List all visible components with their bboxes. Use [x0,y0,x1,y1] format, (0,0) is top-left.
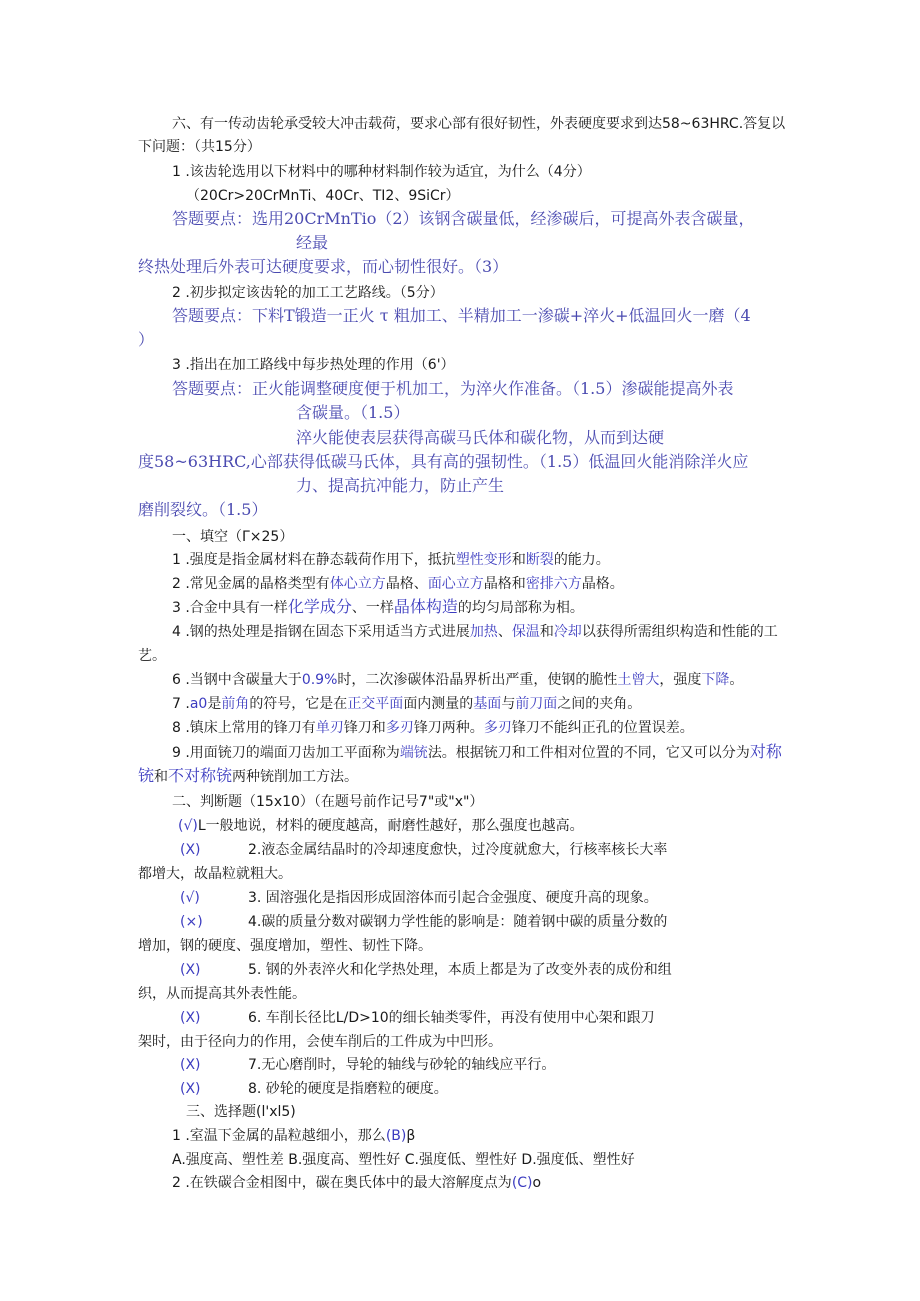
judge-text-2: 2.液态金属结晶时的冷却速度愈快，过冷度就愈大，行核率核长大率 [248,842,668,858]
judge-text-8: 8. 砂轮的硬度是指磨粒的硬度。 [248,1081,448,1097]
q6-sub3-answer-line6: 磨削裂纹。（1.5） [138,500,268,519]
q6-sub3-answer-line3: 淬火能使表层获得高碳马氏体和碳化物，从而到达硬 [296,428,665,447]
judge-mark-3: (√) [180,890,200,906]
q6-sub1-answer-line2: 经最 [296,233,329,252]
fill-q4-answer2: 保温 [511,624,540,640]
fill-q2-answer2: 面心立方 [427,576,484,592]
q6-sub1-question: 1 .该齿轮选用以下材料中的哪种材料制作较为适宜，为什么（4分） [172,164,591,180]
fill-q1-answer2: 断裂 [525,552,554,568]
judge-text-6-line2: 架时，由于径向力的作用，会使车削后的工件成为中凹形。 [138,1034,502,1050]
judge-text-4-line2: 增加，钢的硬度、强度增加，塑性、韧性下降。 [138,938,432,954]
q6-sub3-answer-line4: 度58~63HRC,心部获得低碳马氏体，具有高的强韧性。（1.5）低温回火能消除洋火应 [138,452,749,471]
fill-q9-answer1: 端铳 [399,745,428,761]
fill-q7: 7 .a0是前角的符号，它是在正交平面面内测量的基面与前刀面之间的夹角。 [172,696,642,712]
fill-q4: 4 .钢的热处理是指钢在固态下采用适当方式进展加热、保温和冷却以获得所需组织构造和性能的工 [172,624,778,640]
judge-mark-1: (√) [178,818,198,834]
fill-q4-line2: 艺。 [138,648,166,664]
fill-q9-answer2-cont: 铳 [138,766,155,785]
fill-section-title: 一、填空（Γ×25） [172,529,294,545]
judge-section-title: 二、判断题（15x10）（在题号前作记号7"或"x"） [172,794,484,810]
judge-mark-2: (X) [180,842,201,858]
q6-sub1-options: （20Cr>20CrMnTi、40Cr、TI2、9SiCr） [186,188,460,204]
q6-sub3-answer-line5: 力、提高抗冲能力，防止产生 [296,476,505,495]
q6-sub2-answer-line1: 答题要点：下料T锻造一正火 τ 粗加工、半精加工一渗碳+淬火+低温回火一磨（4 [172,306,751,325]
q6-title-line1: 六、有一传动齿轮承受较大冲击载荷，要求心部有很好韧性，外表硬度要求到达58~63HRC.答复以 [172,116,786,132]
choice-q1-answer: (B) [385,1128,407,1144]
q6-sub2-question: 2 .初步拟定该齿轮的加工工艺路线。（5分） [172,285,444,301]
fill-q6-answer3: 下降 [701,672,730,688]
judge-text-5: 5. 钢的外表淬火和化学热处理，本质上都是为了改变外表的成份和组 [248,962,672,978]
fill-q9-answer3: 不对称铳 [168,766,233,785]
q6-sub1-answer-line3: 终热处理后外表可达硬度要求，而心韧性很好。（3） [138,257,509,276]
fill-q8-answer2: 多刃 [385,720,414,736]
fill-q7-symbol: a0 [189,696,208,712]
fill-q3: 3 .合金中具有一样化学成分、一样晶体构造的均匀局部称为相。 [172,597,584,616]
fill-q7-answer1: 前角 [221,696,250,712]
fill-q4-answer1: 加热 [469,624,498,640]
fill-q6-answer2: 土曾大 [617,672,660,688]
judge-mark-4: (×) [180,914,203,930]
q6-title-line2: 下问题：（共15分） [138,139,261,155]
judge-row-1: (√)L一般地说，材料的硬度越高，耐磨性越好，那么强度也越高。 [178,818,584,834]
fill-q7-answer3: 基面 [473,696,502,712]
fill-q2-answer3: 密排六方 [525,576,582,592]
fill-q3-answer1: 化学成分 [287,597,352,616]
judge-text-2-line2: 都增大，故晶粒就粗大。 [138,866,292,882]
choice-section-title: 三、选择题(l'xl5) [186,1104,296,1120]
fill-q1-answer1: 塑性变形 [455,552,512,568]
judge-mark-5: (X) [180,962,201,978]
judge-mark-6: (X) [180,1010,201,1026]
fill-q7-answer2: 正交平面 [347,696,404,712]
fill-q6: 6 .当钢中含碳量大于0.9%时，二次渗碳体沿晶界析出严重，使钢的脆性土曾大，强度下降。 [172,672,744,688]
choice-q1-options: A.强度高、塑性差 B.强度高、塑性好 C.强度低、塑性好 D.强度低、塑性好 [172,1152,635,1168]
fill-q1: 1 .强度是指金属材料在静态载荷作用下，抵抗塑性变形和断裂的能力。 [172,552,610,568]
q6-sub3-question: 3 .指出在加工路线中每步热处理的作用（6'） [172,357,455,373]
judge-text-5-line2: 织，从而提高其外表性能。 [138,986,306,1002]
judge-text-4: 4.碳的质量分数对碳钢力学性能的影响是：随着钢中碳的质量分数的 [248,914,668,930]
judge-mark-8: (X) [180,1081,201,1097]
judge-mark-7: (X) [180,1057,201,1073]
judge-text-6: 6. 车削长径比L/D>10的细长轴类零件，再没有使用中心架和跟刀 [248,1010,655,1026]
q6-sub1-answer-line1: 答题要点：选用20CrMnTio（2）该钢含碳量低，经渗碳后，可提高外表含碳量， [172,209,755,228]
fill-q8-answer1: 单刃 [315,720,344,736]
fill-q6-answer1: 0.9% [301,672,338,688]
fill-q4-answer3: 冷却 [553,624,582,640]
choice-q1: 1 .室温下金属的晶粒越细小，那么(B)β [172,1128,416,1144]
fill-q2-answer1: 体心立方 [329,576,386,592]
q6-sub3-answer-line2: 含碳量。（1.5） [296,403,410,422]
choice-q2: 2 .在铁碳合金相图中，碳在奥氏体中的最大溶解度点为(C)o [172,1175,542,1191]
judge-text-3: 3. 固溶强化是指因形成固溶体而引起合金强度、硬度升高的现象。 [248,890,658,906]
fill-q7-answer4: 前刀面 [515,696,558,712]
fill-q9: 9 .用面铳刀的端面刀齿加工平面称为端铳法。根据铳刀和工件相对位置的不同，它又可以分为对称 [172,742,782,761]
fill-q8: 8 .镇床上常用的锋刀有单刃锋刀和多刃锋刀两种。多刃锋刀不能纠正孔的位置误差。 [172,720,694,736]
fill-q2: 2 .常见金属的晶格类型有体心立方晶格、面心立方晶格和密排六方晶格。 [172,576,624,592]
q6-sub3-answer-line1: 答题要点：正火能调整硬度便于机加工，为淬火作准备。（1.5）渗碳能提高外表 [172,379,734,398]
judge-text-7: 7.无心磨削时，导轮的轴线与砂轮的轴线应平行。 [248,1057,556,1073]
q6-sub2-answer-line2: ） [138,330,155,349]
fill-q9-answer2: 对称 [749,742,782,761]
choice-q2-answer: (C) [511,1175,533,1191]
fill-q9-line2: 铳和不对称铳两种铳削加工方法。 [138,766,359,785]
fill-q8-answer3: 多刃 [483,720,512,736]
fill-q3-answer2: 晶体构造 [393,597,458,616]
